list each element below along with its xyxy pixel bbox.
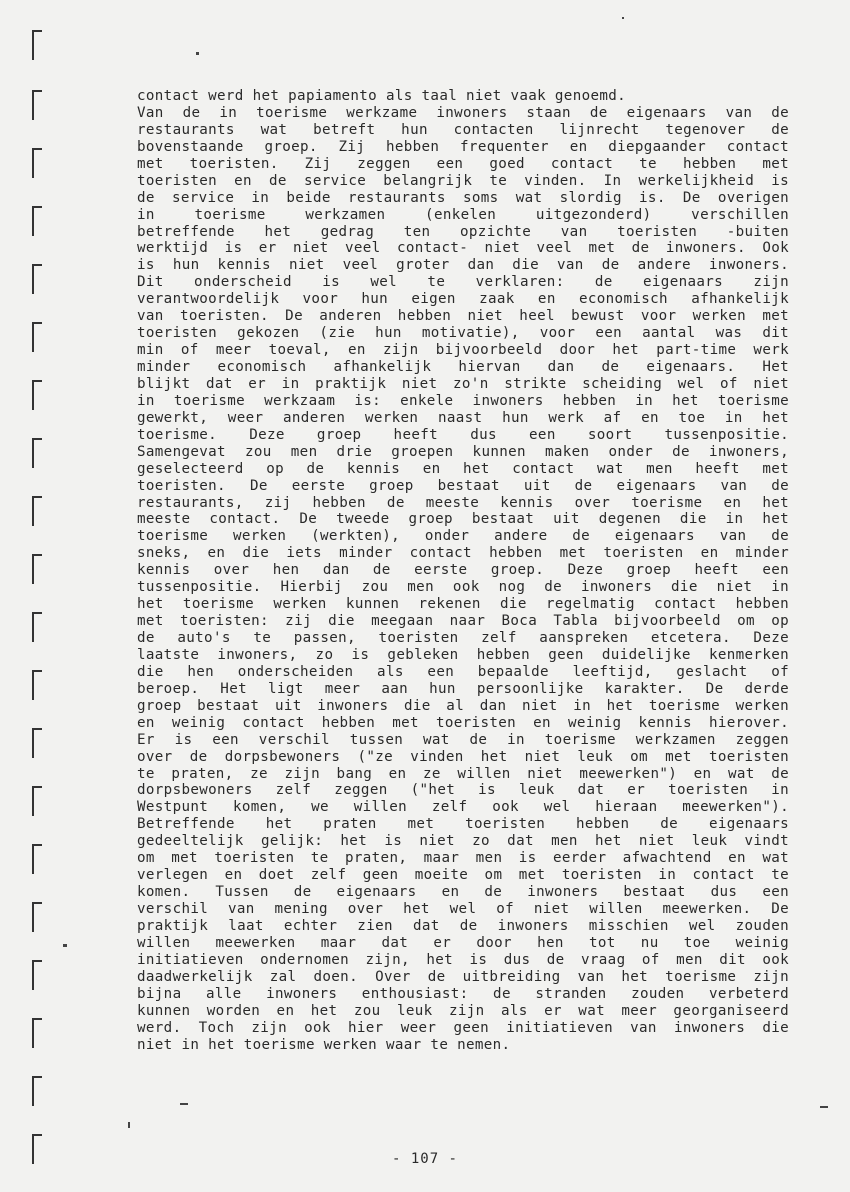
binding-mark — [32, 438, 42, 468]
binding-mark — [32, 844, 42, 874]
binding-hole-marks — [26, 20, 46, 1170]
text-line: verantwoordelijk voor hun eigen zaak en economisch afhankelijk — [137, 291, 789, 308]
text-line: daadwerkelijk zal doen. Over de uitbreiding van het toerisme zijn — [137, 968, 789, 985]
text-line: Samengevat zou men drie groepen kunnen maken onder de inwoners, — [137, 443, 789, 460]
paper-speck — [180, 1103, 188, 1105]
text-line: minder economisch afhankelijk hiervan dan de eigenaars. Het — [137, 359, 789, 375]
text-line: toeristen gekozen (zie hun motivatie), voor een aantal was dit — [137, 325, 789, 342]
text-line: de auto's te passen, toeristen zelf aanspreken etcetera. Deze — [137, 630, 789, 646]
text-line: toerisme. Deze groep heeft dus een soort tussenpositie. — [137, 426, 789, 443]
binding-mark — [32, 496, 42, 526]
text-line: werd. Toch zijn ook hier weer geen initiatieven van inwoners die — [137, 1019, 789, 1036]
binding-mark — [32, 148, 42, 178]
text-line: restaurants wat betreft hun contacten lijnrecht tegenover de — [137, 121, 789, 138]
text-line: verschil van mening over het wel of niet willen meewerken. De — [137, 901, 789, 917]
text-line: dorpsbewoners zelf zeggen ("het is leuk dat er toeristen in — [137, 782, 789, 799]
binding-mark — [32, 670, 42, 700]
paper-speck — [128, 1122, 130, 1128]
text-line: geselecteerd op de kennis en het contact wat men heeft met — [137, 460, 789, 477]
text-line: gewerkt, weer anderen werken naast hun werk af en toe in het — [137, 409, 789, 426]
text-line: over de dorpsbewoners ("ze vinden het niet leuk om met toeristen — [137, 748, 789, 765]
text-line: initiatieven ondernomen zijn, het is dus de vraag of men dit ook — [137, 951, 789, 968]
text-line: komen. Tussen de eigenaars en de inwoners bestaat dus een — [137, 884, 789, 901]
text-line: Westpunt komen, we willen zelf ook wel hieraan meewerken"). — [137, 799, 789, 816]
text-line: beroep. Het ligt meer aan hun persoonlijke karakter. De derde — [137, 680, 789, 697]
text-line: in toerisme werkzamen (enkelen uitgezonderd) verschillen — [137, 206, 789, 223]
binding-mark — [32, 960, 42, 990]
text-line: het toerisme werken kunnen rekenen die regelmatig contact hebben — [137, 596, 789, 613]
text-line: betreffende het gedrag ten opzichte van toeristen -buiten — [137, 223, 789, 240]
paper-speck — [622, 17, 624, 19]
paper-speck — [63, 944, 67, 947]
text-line: restaurants, zij hebben de meeste kennis over toerisme en het — [137, 494, 789, 511]
binding-mark — [32, 90, 42, 120]
text-line: toeristen en de service belangrijk te vinden. In werkelijkheid is — [137, 172, 789, 189]
text-line: Van de in toerisme werkzame inwoners staan de eigenaars van de — [137, 104, 789, 121]
binding-mark — [32, 322, 42, 352]
text-line: Betreffende het praten met toeristen hebben de eigenaars — [137, 816, 789, 833]
binding-mark — [32, 902, 42, 932]
binding-mark — [32, 264, 42, 294]
text-line: die hen onderscheiden als een bepaalde leeftijd, geslacht of — [137, 663, 789, 680]
text-line: Dit onderscheid is wel te verklaren: de eigenaars zijn — [137, 274, 789, 291]
text-line: van toeristen. De anderen hebben niet heel bewust voor werken met — [137, 308, 789, 325]
binding-mark — [32, 728, 42, 758]
text-line: in toerisme werkzaam is: enkele inwoners hebben in het toerisme — [137, 392, 789, 409]
binding-mark — [32, 612, 42, 642]
binding-mark — [32, 1018, 42, 1048]
binding-mark — [32, 1076, 42, 1106]
page-number: - 107 - — [391, 1151, 458, 1167]
text-line: is hun kennis niet veel groter dan die van de andere inwoners. — [137, 257, 789, 274]
text-line: Er is een verschil tussen wat de in toerisme werkzamen zeggen — [137, 731, 789, 748]
text-line: blijkt dat er in praktijk niet zo'n strikte scheiding wel of niet — [137, 375, 789, 392]
text-line: te praten, ze zijn bang en ze willen niet meewerken") en wat de — [137, 765, 789, 782]
paper-speck — [820, 1106, 828, 1108]
text-line: bovenstaande groep. Zij hebben frequenter en diepgaander contact — [137, 138, 789, 155]
text-line: verlegen en doet zelf geen moeite om met toeristen in contact te — [137, 867, 789, 884]
text-line: praktijk laat echter zien dat de inwoners misschien wel zouden — [137, 917, 789, 934]
text-line: met toeristen. Zij zeggen een goed contact te hebben met — [137, 155, 789, 172]
text-line: kennis over hen dan de eerste groep. Deze groep heeft een — [137, 562, 789, 579]
text-line: meeste contact. De tweede groep bestaat uit degenen die in het — [137, 511, 789, 528]
text-line: toerisme werken (werkten), onder andere de eigenaars van de — [137, 528, 789, 545]
text-line: om met toeristen te praten, maar men is eerder afwachtend en wat — [137, 850, 789, 867]
text-line: min of meer toeval, en zijn bijvoorbeeld door het part-time werk — [137, 342, 789, 359]
binding-mark — [32, 554, 42, 584]
binding-mark — [32, 30, 42, 60]
text-line: toeristen. De eerste groep bestaat uit de eigenaars van de — [137, 477, 789, 494]
text-line: met toeristen: zij die meegaan naar Boca Tabla bijvoorbeeld om op — [137, 613, 789, 630]
text-line: bijna alle inwoners enthousiast: de stranden zouden verbeterd — [137, 985, 789, 1002]
text-line: en weinig contact hebben met toeristen en weinig kennis hierover. — [137, 714, 789, 731]
text-line: tussenpositie. Hierbij zou men ook nog de inwoners die niet in — [137, 579, 789, 596]
paper-speck — [196, 52, 199, 55]
text-line: niet in het toerisme werken waar te nemen. — [137, 1036, 511, 1053]
binding-mark — [32, 206, 42, 236]
text-line: groep bestaat uit inwoners die al dan niet in het toerisme werken — [137, 697, 789, 714]
text-line: kunnen worden en het zou leuk zijn als er wat meer georganiseerd — [137, 1002, 789, 1019]
binding-mark — [32, 786, 42, 816]
text-line: laatste inwoners, zo is gebleken hebben geen duidelijke kenmerken — [137, 646, 789, 663]
binding-mark — [32, 380, 42, 410]
text-line: werktijd is er niet veel contact- niet veel met de inwoners. Ook — [137, 240, 789, 257]
text-line: contact werd het papiamento als taal niet vaak genoemd. — [137, 88, 627, 104]
text-line: gedeeltelijk gelijk: het is niet zo dat men het niet leuk vindt — [137, 833, 789, 850]
text-line: de service in beide restaurants soms wat slordig is. De overigen — [137, 189, 789, 206]
text-line: willen meewerken maar dat er door hen tot nu toe weinig — [137, 934, 789, 951]
text-line: sneks, en die iets minder contact hebben met toeristen en minder — [137, 545, 789, 562]
body-text — [137, 88, 789, 1053]
